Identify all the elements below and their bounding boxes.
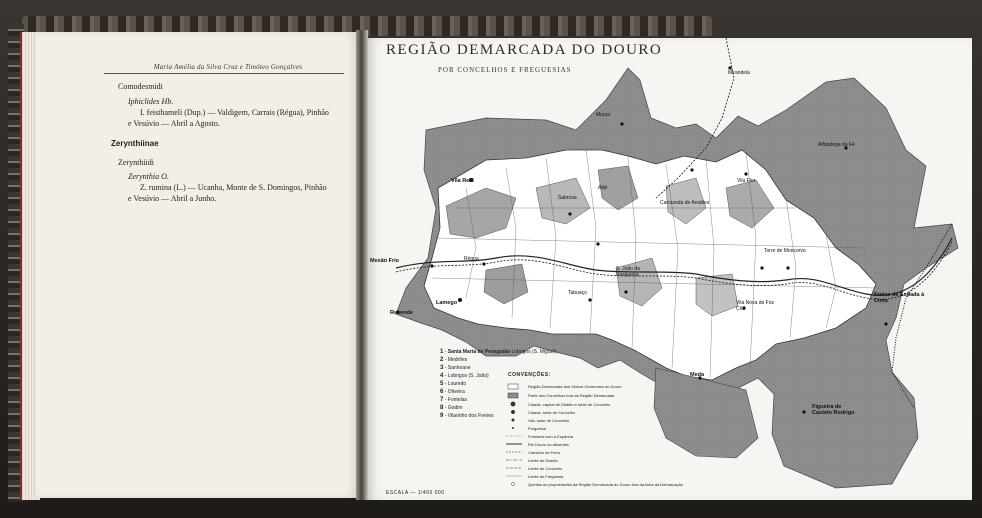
town-label: Sabrosa xyxy=(558,195,577,201)
legend-row: 7 - Fontelas xyxy=(440,397,467,403)
town-label: Alfândega da Fé xyxy=(818,142,855,148)
town-label: Mirandela xyxy=(728,70,750,76)
town-label: Meda xyxy=(690,372,705,378)
convention-item: Quintas ou propriedades da Região Demarcada do Douro fora da linha da Demarcação xyxy=(528,482,683,487)
convention-item: Limite de Concelho xyxy=(528,466,563,471)
tribe-zerynthiidi: Zerynthiidi xyxy=(118,158,154,167)
convention-item: Parte dos Concelhos fora da Região Demarcada xyxy=(528,393,615,398)
convention-item: Cidade, capital de Distrito e sede de Concelho xyxy=(528,402,611,407)
town-label: Vila Flor xyxy=(737,178,756,184)
convention-item: Vila, sede de Concelho xyxy=(528,418,570,423)
town-label: Vila Nova de Foz Côa xyxy=(736,300,774,312)
convention-item: Limite de Distrito xyxy=(528,458,558,463)
convention-item: Freguesia xyxy=(528,426,546,431)
legend-row: 8 - Godim xyxy=(440,405,463,411)
convention-item: Fronteira com a Espanha xyxy=(528,434,573,439)
town-label: Lamego xyxy=(436,300,458,306)
town-label: Mesão Frio xyxy=(370,258,400,264)
town-label: Torre de Moncorvo xyxy=(764,248,806,254)
town-label: S. João da Pesqueira xyxy=(616,266,640,278)
legend-row: 1 - Santa Marta de Penaguião Lobrigos (S. Miguel) xyxy=(440,349,557,355)
legend-row: 2 - Medrões xyxy=(440,357,468,363)
town-label: Alijó xyxy=(598,185,608,191)
town-label: Figueira de Castelo Rodrigo xyxy=(812,404,855,416)
convention-item: Caminho de Ferro xyxy=(528,450,561,455)
town-label: Vila Real xyxy=(451,178,474,184)
section-comodesmidi: Comodesmidi xyxy=(118,82,163,91)
town-label: Murça xyxy=(596,112,610,118)
town-label: Resende xyxy=(390,310,413,316)
genus-zerynthia: Zerynthia O. xyxy=(128,172,169,181)
section-zerynthiinae: Zerynthiinae xyxy=(111,139,159,148)
map-subtitle: POR CONCELHOS E FREGUESIAS xyxy=(438,66,572,74)
town-label: Régua xyxy=(464,256,479,262)
convention-item: Cidade, sede de Concelho xyxy=(528,410,576,415)
left-page xyxy=(36,32,362,498)
map-scale: ESCALA — 1/400 000 xyxy=(386,490,445,496)
running-head: Maria Amélia da Silva Cruz e Timóteo Gonçalves xyxy=(153,63,303,71)
convention-item: Rio Douro ou afluentes xyxy=(528,442,569,447)
species-feisthameli-line2: e Vesúvio — Abril a Agosto. xyxy=(128,119,220,128)
legend-row: 6 - Oliveira xyxy=(440,389,465,395)
legend-row: 9 - Vilarinho dos Freires xyxy=(440,413,494,419)
legend-row: 4 - Lobrigos (S. João) xyxy=(440,373,489,379)
legend-row: 5 - Louredo xyxy=(440,381,467,387)
convention-item: Limite de Freguesia xyxy=(528,474,564,479)
douro-region-map xyxy=(366,38,972,500)
convention-item: Região Demarcada dos Vinhos Generosos do Douro xyxy=(528,384,622,389)
species-rumina-line1: Z. rumina (L.) — Ucanha, Monte de S. Domingos, Pinhão xyxy=(140,183,327,192)
species-rumina-line2: e Vesúvio — Abril a Junho. xyxy=(128,194,217,203)
header-rule xyxy=(104,73,344,74)
species-feisthameli-line1: I. feisthameli (Dup.) — Valdigem, Carrais (Régua), Pinhão xyxy=(140,108,329,117)
town-label: Freixo de Espada à Cinta xyxy=(874,292,925,304)
map-title: REGIÃO DEMARCADA DO DOURO xyxy=(386,42,663,58)
genus-iphiclides: Iphiclides Hb. xyxy=(128,97,174,106)
conventions-title: CONVENÇÕES: xyxy=(508,372,551,378)
town-label: Tabuaço xyxy=(568,290,587,296)
legend-row: 3 - Sanhoane xyxy=(440,365,471,371)
town-label: Carrazeda de Ansiães xyxy=(660,200,710,206)
